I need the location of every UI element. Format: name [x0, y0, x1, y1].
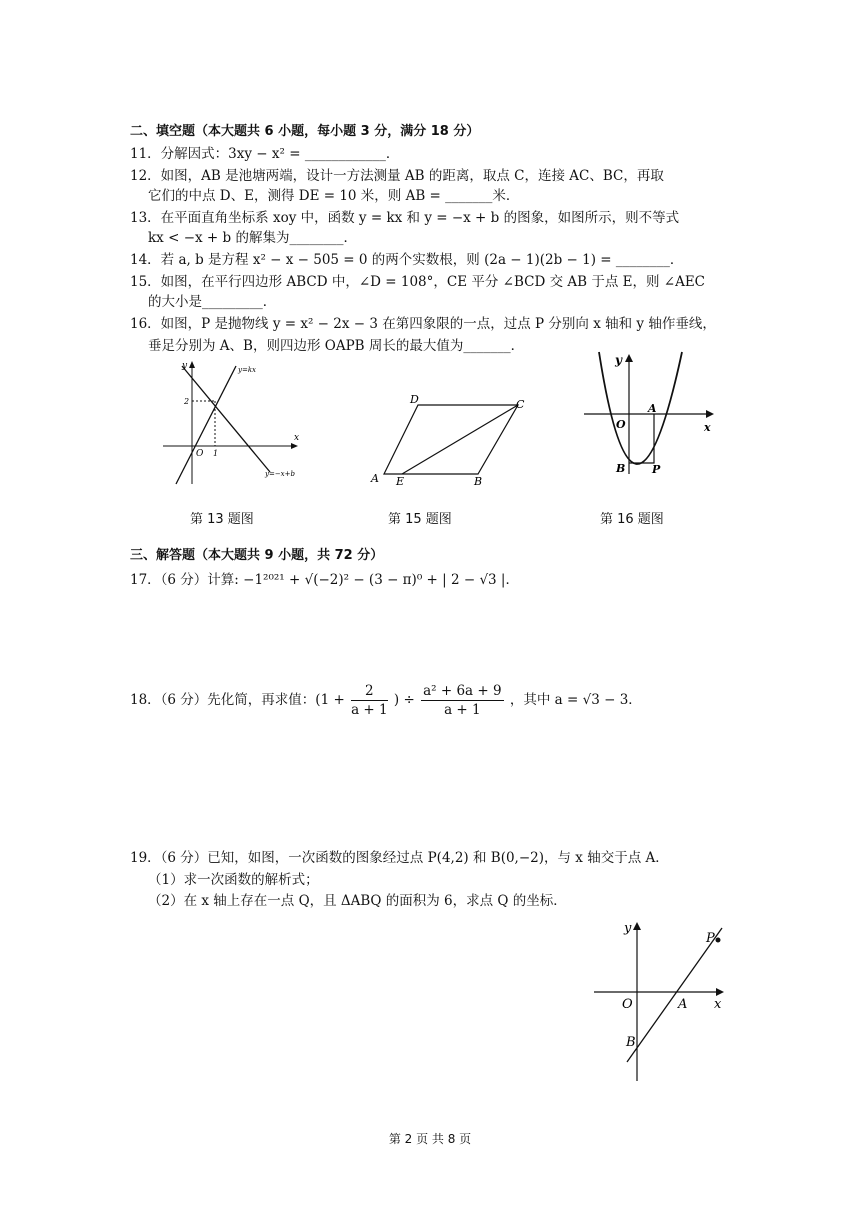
fig19-label-b: B — [626, 1035, 636, 1050]
caption-figure-16: 第 16 题图 — [600, 512, 664, 527]
question-15-line1: 15．如图，在平行四边形 ABCD 中，∠D = 108°，CE 平分 ∠BCD 交 AB 于点 E，则 ∠AEC — [130, 274, 706, 290]
question-19-part2: （2）在 x 轴上存在一点 Q，且 ΔABQ 的面积为 6，求点 Q 的坐标． — [148, 893, 567, 909]
fig13-label-x: x — [294, 433, 300, 443]
fig19-x-arrow — [716, 988, 724, 996]
question-19-line1: 19．（6 分）已知，如图，一次函数的图象经过点 P(4,2) 和 B(0,−2)，与 x 轴交于点 A． — [130, 850, 669, 866]
question-15-line2: 的大小是_________． — [148, 294, 277, 310]
fig13-x-arrow — [291, 443, 298, 449]
q18-frac2-num: a² + 6a + 9 — [423, 683, 502, 699]
q18-frac2-den: a + 1 — [444, 702, 481, 718]
q18-fraction-1 — [351, 682, 388, 719]
section3-title: 三、解答题（本大题共 9 小题，共 72 分） — [130, 548, 384, 563]
fig15-label-b: B — [474, 475, 483, 487]
fig19-label-o: O — [622, 997, 633, 1012]
fig13-label-b: y=−x+b — [265, 470, 295, 478]
fig16-label-x: x — [704, 421, 711, 434]
fig16-label-a: A — [648, 402, 657, 415]
question-12-line1: 12．如图，AB 是池塘两端，设计一方法测量 AB 的距离，取点 C，连接 AC、BC，再取 — [130, 168, 664, 184]
figure-19 — [588, 916, 733, 1086]
fig15-label-c: C — [516, 398, 525, 411]
caption-figure-15: 第 15 题图 — [388, 512, 452, 527]
fig15-segment-ce — [402, 405, 518, 474]
fig16-x-arrow — [706, 410, 714, 418]
fig15-parallelogram — [384, 405, 518, 474]
q18-fraction-2 — [421, 682, 503, 719]
q18-prefix: 18．（6 分）先化简，再求值：(1 + — [130, 692, 345, 708]
figure-15 — [368, 392, 533, 487]
question-13-line2: kx < −x + b 的解集为________． — [148, 230, 357, 246]
fig13-label-kx: y=kx — [238, 366, 257, 374]
fig13-label-o: O — [196, 449, 204, 459]
fig19-label-a: A — [678, 997, 688, 1012]
fig16-label-b: B — [616, 462, 626, 475]
question-14: 14．若 a, b 是方程 x² − x − 505 = 0 的两个实数根，则 (2a − 1)(2b − 1) = ________． — [130, 252, 684, 268]
q18-frac1-num: 2 — [351, 682, 388, 701]
q18-suffix: ，其中 a = √3 − 3． — [509, 692, 642, 708]
fig19-label-p: P — [706, 931, 715, 946]
q18-frac1-den: a + 1 — [351, 702, 388, 718]
question-18 — [130, 682, 642, 719]
question-19-part1: （1）求一次函数的解析式； — [148, 872, 319, 888]
section2-title: 二、填空题（本大题共 6 小题，每小题 3 分，满分 18 分） — [130, 124, 480, 139]
figure-16 — [582, 350, 727, 480]
fig15-label-a: A — [371, 472, 379, 485]
fig13-line-kx — [176, 366, 236, 484]
fig15-label-e: E — [396, 475, 405, 487]
fig13-label-two: 2 — [184, 397, 190, 406]
caption-figure-13: 第 13 题图 — [190, 512, 254, 527]
q18-mid: ) ÷ — [393, 692, 415, 708]
fig16-rectangle — [629, 414, 654, 463]
fig19-label-x: x — [714, 997, 722, 1012]
fig16-parabola — [599, 352, 682, 464]
fig16-label-y: y — [615, 353, 622, 367]
fig19-line — [627, 928, 722, 1062]
fig19-y-arrow — [633, 922, 641, 930]
question-12-line2: 它们的中点 D、E，测得 DE = 10 米，则 AB = _______米． — [148, 188, 520, 204]
question-11: 11．分解因式：3xy − x² = ____________． — [130, 146, 400, 162]
fig13-y-arrow — [189, 361, 195, 368]
question-16-line1: 16．如图，P 是抛物线 y = x² − 2x − 3 在第四象限的一点，过点 P 分别向 x 轴和 y 轴作垂线， — [130, 316, 716, 332]
question-16-line2: 垂足分别为 A、B，则四边形 OAPB 周长的最大值为_______． — [148, 338, 525, 354]
fig13-label-one: 1 — [213, 449, 219, 458]
fig16-label-o: O — [616, 418, 626, 431]
fig16-label-p: P — [652, 463, 661, 476]
figure-13 — [158, 356, 303, 491]
page-footer: 第 2 页 共 8 页 — [388, 1132, 472, 1146]
question-13-line1: 13．在平面直角坐标系 xoy 中，函数 y = kx 和 y = −x + b 的图象，如图所示，则不等式 — [130, 210, 680, 226]
fig13-label-y: y — [182, 361, 188, 371]
fig15-label-d: D — [410, 393, 419, 406]
fig19-point-p — [716, 938, 721, 943]
question-17: 17．（6 分）计算: −1²⁰²¹ + √(−2)² − (3 − π)⁰ + | 2 − √3 |． — [130, 572, 519, 588]
fig19-label-y: y — [624, 921, 632, 936]
fig16-y-arrow — [625, 354, 633, 362]
